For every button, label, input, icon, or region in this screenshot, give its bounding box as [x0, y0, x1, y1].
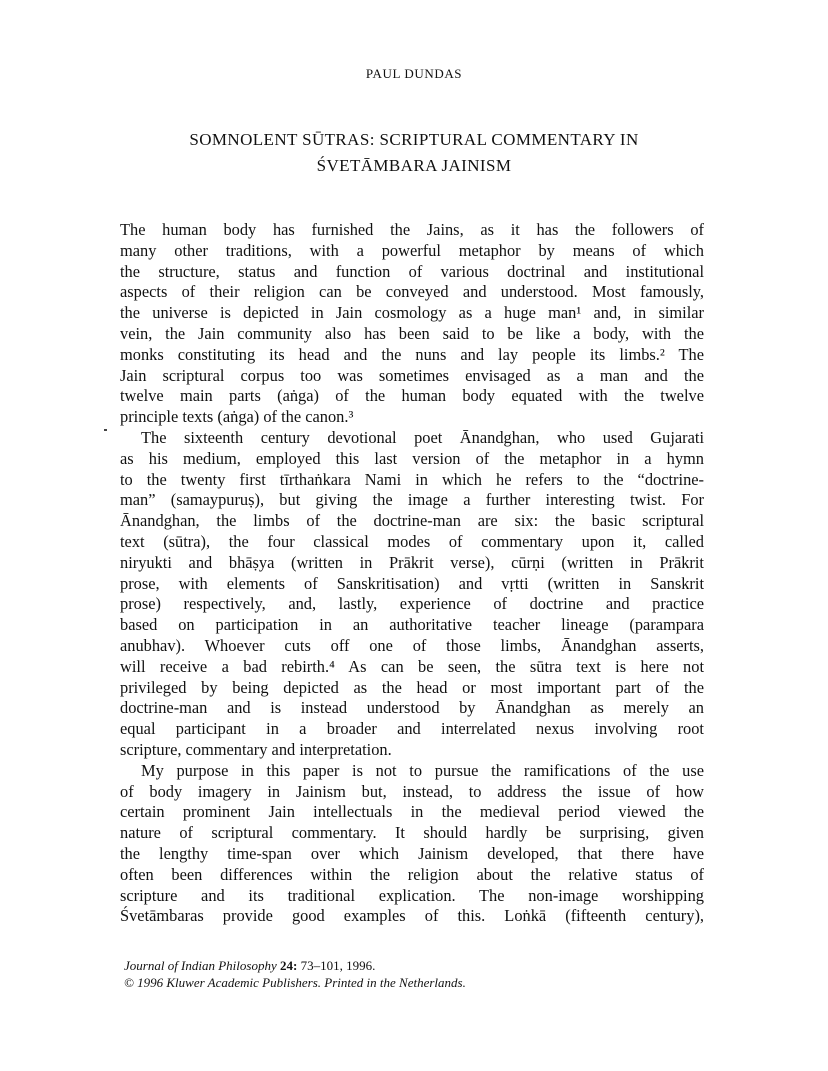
body-line: text (sūtra), the four classical modes of commentary upon it, called [120, 531, 704, 551]
body-line: The human body has furnished the Jains, as it has the followers of [120, 220, 704, 239]
body-line: twelve main parts (aṅga) of the human body equated with the twelve [120, 386, 704, 406]
body-line: the universe is depicted in Jain cosmology as a huge man¹ and, in similar [120, 303, 704, 323]
body-line: privileged by being depicted as the head or most important part of the [120, 677, 704, 697]
body-line: My purpose in this paper is not to pursue the ramifications of the use [141, 760, 704, 780]
title-line-2: ŚVETĀMBARA JAINISM [316, 156, 512, 175]
body-line: man” (samaypuruṣ), but giving the image a further interesting twist. For [120, 490, 704, 510]
publication-footer [124, 957, 724, 991]
author-name: PAUL DUNDAS [365, 66, 463, 81]
body-line: doctrine-man and is instead understood by Ānandghan as merely an [120, 698, 704, 718]
journal-name: Journal of Indian Philosophy [124, 958, 277, 973]
body-line: scripture and its traditional explication. The non-image worshipping [120, 885, 704, 905]
body-line: anubhav). Whoever cuts off one of those limbs, Ānandghan asserts, [120, 635, 704, 655]
copyright-notice: © 1996 Kluwer Academic Publishers. [124, 975, 322, 990]
body-line: as his medium, employed this last version of the metaphor in a hymn [120, 448, 704, 468]
margin-mark [104, 429, 107, 431]
body-line: based on participation in an authoritative teacher lineage (paramparа [120, 615, 704, 635]
body-line: many other traditions, with a powerful metaphor by means of which [120, 240, 704, 260]
body-line: to the twenty first tīrthaṅkara Nami in which he refers to the “doctrine- [120, 469, 704, 489]
body-line: the lengthy time-span over which Jainism developed, that there have [120, 843, 704, 863]
body-line: vein, the Jain community also has been said to be like a body, with the [120, 323, 704, 343]
body-line: will receive a bad rebirth.⁴ As can be seen, the sūtra text is here not [120, 656, 704, 676]
journal-citation [124, 957, 724, 974]
body-line: of body imagery in Jainism but, instead, to address the issue of how [120, 781, 704, 801]
body-line: scripture, commentary and interpretation. [120, 739, 392, 759]
body-line: certain prominent Jain intellectuals in the medieval period viewed the [120, 802, 704, 822]
body-line: niryukti and bhāṣya (written in Prākrit verse), cūrṇi (written in Prākrit [120, 552, 704, 572]
title-line-1: SOMNOLENT SŪTRAS: SCRIPTURAL COMMENTARY IN [189, 130, 639, 149]
body-line: prose) respectively, and, lastly, experience of doctrine and practice [120, 594, 704, 614]
body-line: Jain scriptural corpus too was sometimes envisaged as a man and the [120, 365, 704, 385]
body-line: The sixteenth century devotional poet Ānandghan, who used Gujarati [141, 427, 704, 447]
body-line: principle texts (aṅga) of the canon.³ [120, 407, 354, 427]
printed-notice: Printed in the Netherlands. [324, 975, 466, 990]
body-line: Ānandghan, the limbs of the doctrine-man are six: the basic scriptural [120, 511, 704, 531]
body-text [120, 220, 704, 927]
body-line: the structure, status and function of various doctrinal and institutional [120, 261, 704, 281]
copyright-line [124, 974, 724, 991]
article-title [0, 127, 828, 179]
body-line: monks constituting its head and the nuns and lay people its limbs.² The [120, 344, 704, 364]
body-line: prose, with elements of Sanskritisation) and vṛtti (written in Sanskrit [120, 573, 704, 593]
body-line: Śvetāmbaras provide good examples of this. Loṅkā (fifteenth century), [120, 906, 704, 926]
journal-volume: 24: [280, 958, 298, 973]
body-line: nature of scriptural commentary. It should hardly be surprising, given [120, 823, 704, 843]
body-line: aspects of their religion can be conveyed and understood. Most famously, [120, 282, 704, 302]
journal-pages: 73–101, 1996. [300, 958, 376, 973]
body-line: equal participant in a broader and interrelated nexus involving root [120, 719, 704, 739]
body-line: often been differences within the religion about the relative status of [120, 864, 704, 884]
